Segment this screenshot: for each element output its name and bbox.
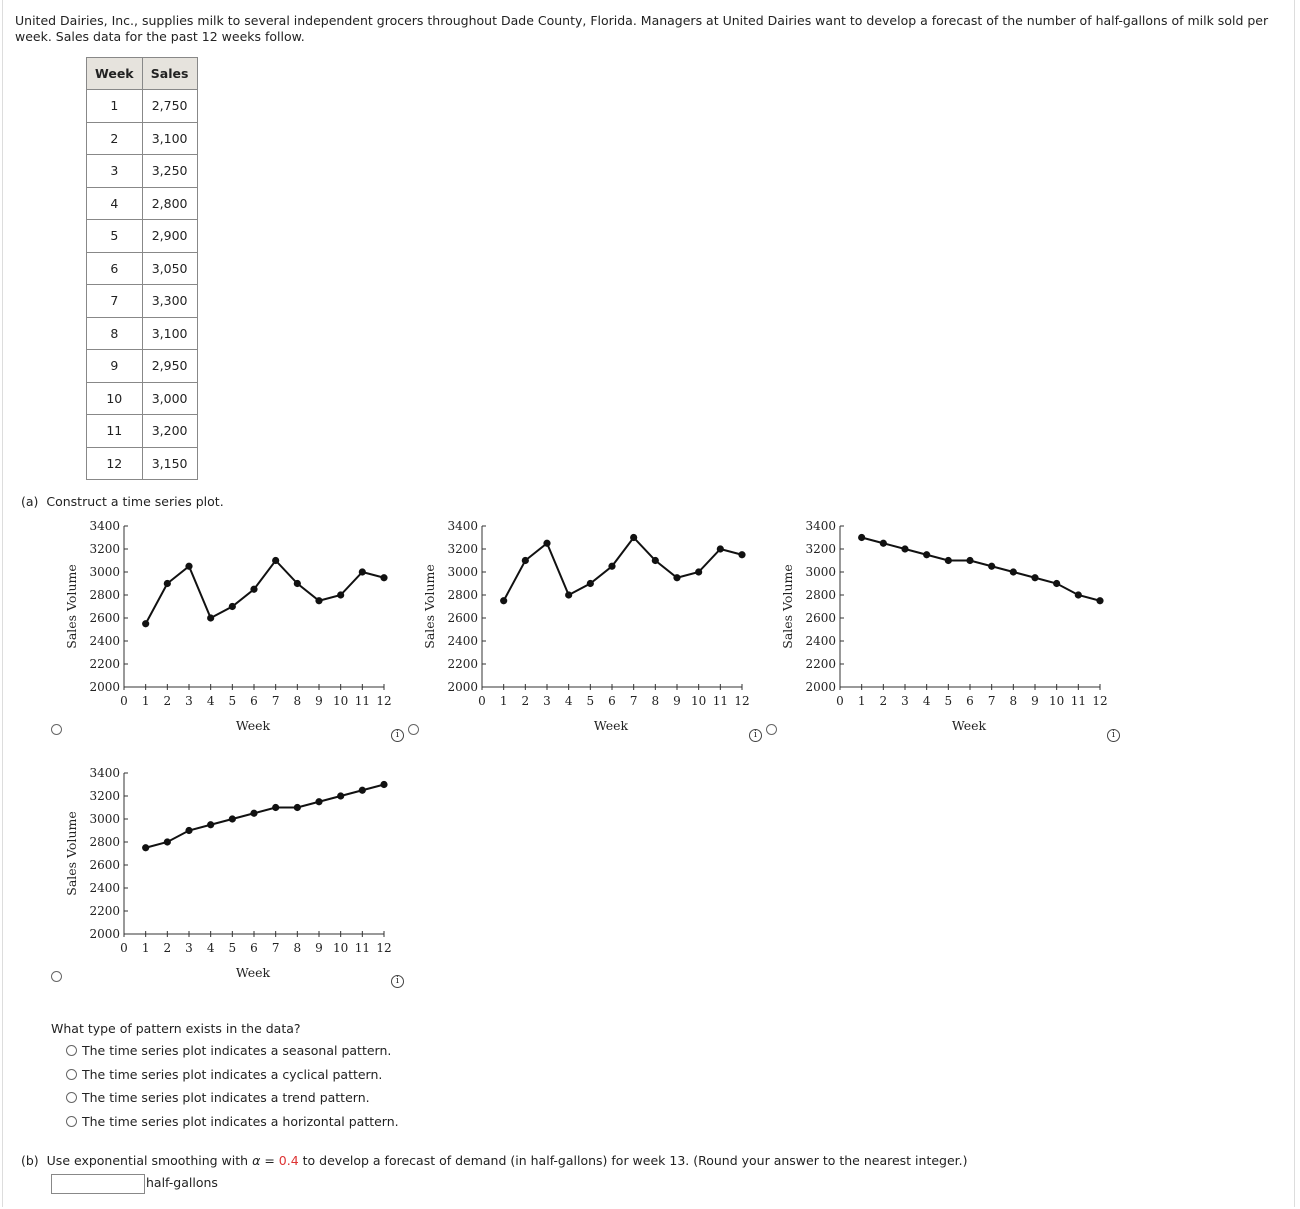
radio-button[interactable]: [66, 1069, 77, 1080]
week-cell: 1: [87, 90, 143, 123]
alpha-value: 0.4: [278, 1153, 299, 1168]
sales-cell: 3,000: [142, 382, 197, 415]
data-point: [738, 551, 745, 558]
x-tick-label: 8: [1009, 694, 1018, 708]
y-tick-label: 2000: [805, 680, 836, 694]
x-tick-label: 12: [734, 694, 750, 708]
data-point: [988, 563, 995, 570]
x-tick-label: 6: [250, 941, 258, 955]
x-tick-label: 6: [608, 694, 616, 708]
data-point: [337, 792, 344, 799]
x-tick-label: 12: [1092, 694, 1108, 708]
data-point: [315, 798, 322, 805]
data-point: [945, 557, 952, 564]
y-tick-label: 2600: [89, 611, 120, 625]
table-row: [87, 350, 198, 383]
y-tick-label: 3200: [89, 789, 120, 803]
y-axis-label: Sales Volume: [422, 564, 437, 649]
y-tick-label: 2800: [89, 835, 120, 849]
radio-button[interactable]: [66, 1092, 77, 1103]
y-tick-label: 2400: [89, 881, 120, 895]
data-point: [250, 586, 257, 593]
table-row: [87, 252, 198, 285]
data-point: [1010, 568, 1017, 575]
x-tick-label: 9: [1031, 694, 1039, 708]
unit-label: half-gallons: [146, 1175, 218, 1190]
data-point: [923, 551, 930, 558]
data-point: [587, 580, 594, 587]
table-row: [87, 382, 198, 415]
data-point: [229, 815, 236, 822]
week-cell: 5: [87, 220, 143, 253]
x-tick-label: 10: [1049, 694, 1065, 708]
y-tick-label: 2600: [89, 858, 120, 872]
y-axis-label: Sales Volume: [64, 564, 79, 649]
y-tick-label: 3200: [447, 542, 478, 556]
radio-button[interactable]: [66, 1045, 77, 1056]
x-tick-label: 4: [922, 694, 931, 708]
y-tick-label: 3200: [805, 542, 836, 556]
data-point: [250, 810, 257, 817]
x-tick-label: 5: [586, 694, 595, 708]
time-series-chart-4: [60, 762, 390, 992]
data-point: [164, 838, 171, 845]
data-point: [1031, 574, 1038, 581]
y-tick-label: 2200: [89, 657, 120, 671]
data-point: [1075, 591, 1082, 598]
table-row: [87, 122, 198, 155]
x-tick-label: 4: [564, 694, 573, 708]
sales-cell: 2,800: [142, 187, 197, 220]
x-tick-label: 0: [836, 694, 844, 708]
table-row: [87, 317, 198, 350]
y-tick-label: 2200: [89, 904, 120, 918]
part-b-question: (b) Use exponential smoothing with α = 0.4 to develop a forecast of demand (in half-gallons) for week 13. (Round your answer to the nearest integer.): [21, 1153, 968, 1168]
sales-cell: 3,050: [142, 252, 197, 285]
week-cell: 6: [87, 252, 143, 285]
x-tick-label: 12: [376, 941, 392, 955]
data-point: [142, 844, 149, 851]
part-a-label: (a) Construct a time series plot.: [21, 494, 224, 509]
y-tick-label: 2600: [447, 611, 478, 625]
x-tick-label: 9: [315, 941, 323, 955]
x-axis-label: Week: [593, 718, 629, 733]
x-tick-label: 12: [376, 694, 392, 708]
x-tick-label: 1: [499, 694, 508, 708]
x-tick-label: 3: [185, 694, 193, 708]
data-point: [272, 557, 279, 564]
radio-button[interactable]: [66, 1116, 77, 1127]
y-tick-label: 3000: [89, 565, 120, 579]
data-point: [858, 534, 865, 541]
data-point: [717, 545, 724, 552]
y-tick-label: 3400: [447, 519, 478, 533]
table-header-week: Week: [87, 58, 143, 90]
y-axis-label: Sales Volume: [64, 811, 79, 896]
data-point: [185, 563, 192, 570]
x-tick-label: 8: [293, 941, 302, 955]
data-point: [695, 568, 702, 575]
sales-cell: 3,300: [142, 285, 197, 318]
x-tick-label: 0: [120, 694, 128, 708]
data-point: [543, 540, 550, 547]
table-row: [87, 187, 198, 220]
x-tick-label: 1: [857, 694, 866, 708]
data-point: [164, 580, 171, 587]
data-point: [630, 534, 637, 541]
x-tick-label: 7: [629, 694, 638, 708]
data-point: [337, 591, 344, 598]
x-tick-label: 7: [271, 941, 280, 955]
pattern-option-seasonal[interactable]: The time series plot indicates a seasonal pattern.: [66, 1043, 391, 1058]
data-point: [1053, 580, 1060, 587]
data-point: [1096, 597, 1103, 604]
y-tick-label: 2000: [89, 927, 120, 941]
x-tick-label: 5: [944, 694, 953, 708]
y-tick-label: 3400: [805, 519, 836, 533]
x-tick-label: 1: [141, 941, 150, 955]
week-cell: 11: [87, 415, 143, 448]
table-row: [87, 415, 198, 448]
info-icon[interactable]: i: [391, 975, 404, 988]
data-point: [272, 804, 279, 811]
week-cell: 7: [87, 285, 143, 318]
x-tick-label: 11: [712, 694, 728, 708]
y-tick-label: 2800: [805, 588, 836, 602]
series-line: [146, 561, 384, 624]
x-tick-label: 3: [543, 694, 551, 708]
pattern-option-cyclical[interactable]: The time series plot indicates a cyclical pattern.: [66, 1067, 382, 1082]
y-tick-label: 2000: [89, 680, 120, 694]
data-point: [294, 804, 301, 811]
week-cell: 12: [87, 447, 143, 480]
x-tick-label: 4: [206, 941, 215, 955]
time-series-chart-1: [60, 515, 390, 745]
y-tick-label: 2400: [805, 634, 836, 648]
data-point: [608, 563, 615, 570]
x-axis-label: Week: [235, 965, 271, 980]
x-tick-label: 5: [228, 941, 237, 955]
x-tick-label: 11: [354, 941, 370, 955]
pattern-question: What type of pattern exists in the data?: [51, 1021, 301, 1036]
y-tick-label: 3000: [805, 565, 836, 579]
x-tick-label: 9: [673, 694, 681, 708]
x-tick-label: 11: [1070, 694, 1086, 708]
x-axis-label: Week: [951, 718, 987, 733]
data-point: [359, 787, 366, 794]
data-point: [294, 580, 301, 587]
sales-cell: 2,950: [142, 350, 197, 383]
x-axis-label: Week: [235, 718, 271, 733]
x-tick-label: 10: [333, 694, 349, 708]
x-tick-label: 10: [691, 694, 707, 708]
data-point: [207, 821, 214, 828]
x-tick-label: 10: [333, 941, 349, 955]
data-point: [522, 557, 529, 564]
y-tick-label: 2800: [89, 588, 120, 602]
week-cell: 9: [87, 350, 143, 383]
x-tick-label: 1: [141, 694, 150, 708]
pattern-option-trend[interactable]: The time series plot indicates a trend pattern.: [66, 1090, 370, 1105]
x-tick-label: 3: [901, 694, 909, 708]
y-tick-label: 3000: [447, 565, 478, 579]
x-tick-label: 2: [879, 694, 888, 708]
x-tick-label: 4: [206, 694, 215, 708]
data-point: [380, 574, 387, 581]
sales-cell: 3,100: [142, 122, 197, 155]
week-cell: 4: [87, 187, 143, 220]
info-icon[interactable]: i: [1107, 729, 1120, 742]
x-tick-label: 9: [315, 694, 323, 708]
y-tick-label: 3200: [89, 542, 120, 556]
table-header-sales: Sales: [142, 58, 197, 90]
data-point: [880, 540, 887, 547]
data-point: [185, 827, 192, 834]
y-tick-label: 2800: [447, 588, 478, 602]
y-tick-label: 2200: [805, 657, 836, 671]
sales-cell: 3,250: [142, 155, 197, 188]
sales-table: [86, 57, 198, 480]
x-tick-label: 7: [271, 694, 280, 708]
week-cell: 3: [87, 155, 143, 188]
y-tick-label: 3400: [89, 519, 120, 533]
y-tick-label: 2400: [89, 634, 120, 648]
y-tick-label: 3400: [89, 766, 120, 780]
table-row: [87, 285, 198, 318]
x-tick-label: 11: [354, 694, 370, 708]
data-point: [359, 568, 366, 575]
y-tick-label: 2600: [805, 611, 836, 625]
data-point: [901, 545, 908, 552]
x-tick-label: 3: [185, 941, 193, 955]
sales-cell: 3,150: [142, 447, 197, 480]
series-line: [504, 538, 742, 601]
x-tick-label: 5: [228, 694, 237, 708]
series-line: [146, 785, 384, 848]
table-row: [87, 155, 198, 188]
info-icon[interactable]: i: [391, 729, 404, 742]
data-point: [500, 597, 507, 604]
y-tick-label: 2400: [447, 634, 478, 648]
y-tick-label: 2000: [447, 680, 478, 694]
problem-intro: United Dairies, Inc., supplies milk to several independent grocers throughout Dade County, Florida. Managers at United Dairies want to develop a forecast of the number of half-gallons of milk sold per week. Sales data for the past 12 weeks follow.: [15, 13, 1269, 44]
x-tick-label: 8: [651, 694, 660, 708]
forecast-answer-input[interactable]: [51, 1174, 145, 1194]
sales-cell: 2,900: [142, 220, 197, 253]
x-tick-label: 0: [478, 694, 486, 708]
sales-cell: 2,750: [142, 90, 197, 123]
x-tick-label: 6: [966, 694, 974, 708]
table-row: [87, 220, 198, 253]
data-point: [565, 591, 572, 598]
data-point: [207, 614, 214, 621]
data-point: [315, 597, 322, 604]
table-row: [87, 90, 198, 123]
sales-cell: 3,100: [142, 317, 197, 350]
week-cell: 2: [87, 122, 143, 155]
table-row: [87, 447, 198, 480]
x-tick-label: 7: [987, 694, 996, 708]
data-point: [673, 574, 680, 581]
pattern-option-horizontal[interactable]: The time series plot indicates a horizontal pattern.: [66, 1114, 399, 1129]
x-tick-label: 2: [163, 941, 172, 955]
x-tick-label: 2: [521, 694, 530, 708]
data-point: [229, 603, 236, 610]
week-cell: 10: [87, 382, 143, 415]
data-point: [380, 781, 387, 788]
y-tick-label: 3000: [89, 812, 120, 826]
week-cell: 8: [87, 317, 143, 350]
time-series-chart-3: [776, 515, 1106, 745]
data-point: [966, 557, 973, 564]
series-line: [862, 538, 1100, 601]
x-tick-label: 8: [293, 694, 302, 708]
info-icon[interactable]: i: [749, 729, 762, 742]
y-axis-label: Sales Volume: [780, 564, 795, 649]
x-tick-label: 2: [163, 694, 172, 708]
time-series-chart-2: [418, 515, 748, 745]
data-point: [652, 557, 659, 564]
y-tick-label: 2200: [447, 657, 478, 671]
data-point: [142, 620, 149, 627]
x-tick-label: 0: [120, 941, 128, 955]
x-tick-label: 6: [250, 694, 258, 708]
sales-cell: 3,200: [142, 415, 197, 448]
